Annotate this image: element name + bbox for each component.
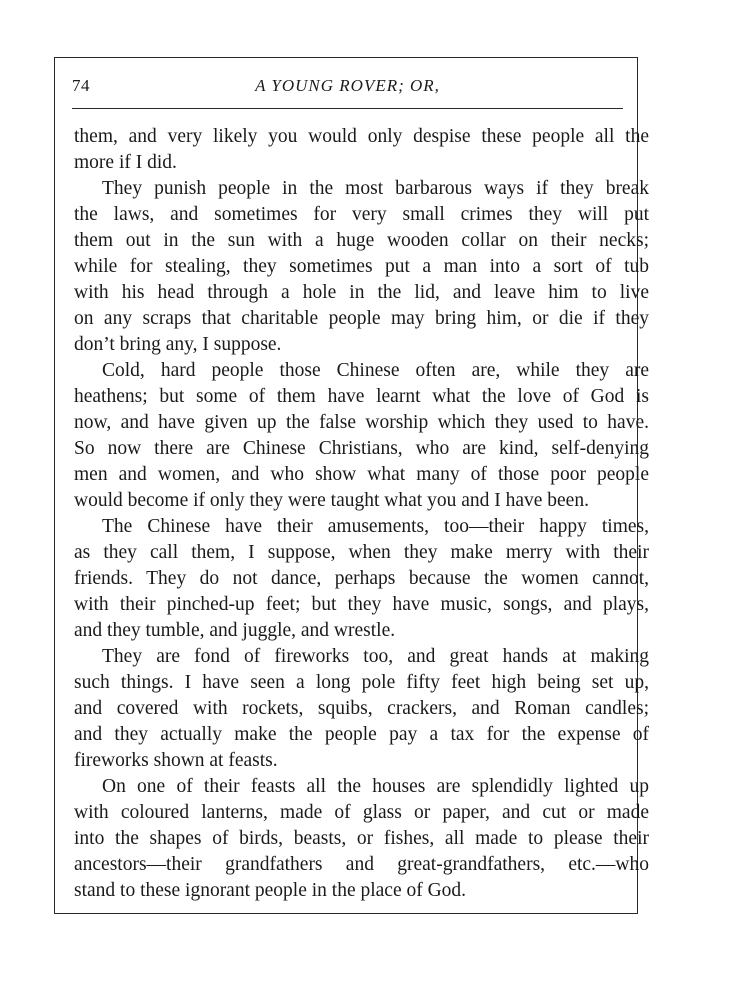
text-line: On one of their feasts all the houses are splendidly lighted up xyxy=(102,776,649,797)
text-line: while for stealing, they sometimes put a man into a sort of tub xyxy=(74,256,649,277)
text-line: men and women, and who show what many of those poor people xyxy=(74,464,649,485)
text-line: the laws, and sometimes for very small crimes they will put xyxy=(74,204,649,225)
text-line: with coloured lanterns, made of glass or paper, and cut or made xyxy=(74,802,649,823)
paragraph xyxy=(74,124,649,176)
text-line: They are fond of fireworks too, and great hands at making xyxy=(102,646,649,667)
text-line: as they call them, I suppose, when they make merry with their xyxy=(74,542,649,563)
text-line: with their pinched-up feet; but they have music, songs, and plays, xyxy=(74,594,649,615)
text-line: into the shapes of birds, beasts, or fishes, all made to please their xyxy=(74,828,649,849)
paragraph xyxy=(74,176,649,358)
text-line: and they actually make the people pay a tax for the expense of xyxy=(74,724,649,745)
paragraph xyxy=(74,358,649,514)
page-number: 74 xyxy=(72,76,90,95)
text-line: ancestors—their grandfathers and great-grandfathers, etc.—who xyxy=(74,854,649,875)
text-line: stand to these ignorant people in the place of God. xyxy=(74,880,467,901)
header-rule xyxy=(72,108,623,109)
text-line: heathens; but some of them have learnt what the love of God is xyxy=(74,386,649,407)
text-line: would become if only they were taught what you and I have been. xyxy=(74,490,589,511)
paragraph xyxy=(74,774,649,904)
text-line: more if I did. xyxy=(74,152,177,173)
text-line: now, and have given up the false worship which they used to have. xyxy=(74,412,649,433)
text-line: such things. I have seen a long pole fifty feet high being set up, xyxy=(74,672,649,693)
text-line: The Chinese have their amusements, too—their happy times, xyxy=(102,516,649,537)
text-line: and covered with rockets, squibs, crackers, and Roman candles; xyxy=(74,698,649,719)
text-line: on any scraps that charitable people may bring him, or die if they xyxy=(74,308,649,329)
text-line: them out in the sun with a huge wooden collar on their necks; xyxy=(74,230,649,251)
text-line: don’t bring any, I suppose. xyxy=(74,334,282,355)
text-line: So now there are Chinese Christians, who are kind, self-denying xyxy=(74,438,649,459)
text-line: them, and very likely you would only despise these people all the xyxy=(74,126,649,147)
text-line: fireworks shown at feasts. xyxy=(74,750,278,771)
text-line: They punish people in the most barbarous ways if they break xyxy=(102,178,649,199)
text-line: Cold, hard people those Chinese often are, while they are xyxy=(102,360,649,381)
running-header xyxy=(72,76,623,100)
paragraph xyxy=(74,514,649,644)
text-line: with his head through a hole in the lid, and leave him to live xyxy=(74,282,649,303)
body-text xyxy=(74,124,649,904)
paragraph xyxy=(74,644,649,774)
text-line: friends. They do not dance, perhaps because the women cannot, xyxy=(74,568,649,589)
running-title: A YOUNG ROVER; OR, xyxy=(255,76,440,95)
text-line: and they tumble, and juggle, and wrestle. xyxy=(74,620,396,641)
